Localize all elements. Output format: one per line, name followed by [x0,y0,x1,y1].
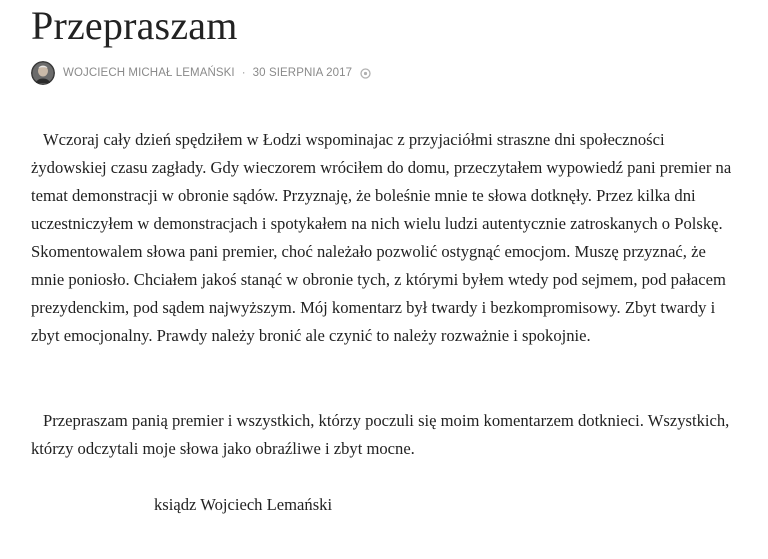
post-meta [31,61,371,85]
paragraph-apology-context: Wczoraj cały dzień spędziłem w Łodzi wspominajac z przyjaciółmi straszne dni społeczności żydowskiej czasu zagłady. Gdy wieczorem wróciłem do domu, przeczytałem wypowiedź pani premier na temat demonstracji w obronie sądów. Przyznaję, że boleśnie mnie te słowa dotknęły. Przez kilka dni uczestniczyłem w demonstracjach i spotykałem na nich wielu ludzi autentycznie zatroskanych o Polskę. Skomentowalem słowa pani premier, choć należało pozwolić ostygnąć emocjom. Muszę przyznać, że mnie poniosło. Chciałem jakoś stanąć w obronie tych, z którymi byłem wtedy pod sejmem, pod pałacem prezydenckim, pod sądem najwyższym. Mój komentarz był twardy i bezkompromisowy. Zbyt twardy i zbyt emocjonalny. Prawdy należy bronić ale czynić to należy rozważnie i spokojnie. [31,130,732,345]
post-title: Przepraszam [31,3,238,48]
signature: ksiądz Wojciech Lemański [154,495,333,514]
meta-separator: · [241,67,246,79]
post-date[interactable]: 30 SIERPNIA 2017 [252,67,353,79]
paragraph-apology: Przepraszam panią premier i wszystkich, którzy poczuli się moim komentarzem dotknieci. Wszystkich, którzy odczytali moje słowa jako obraźliwe i zbyt mocne. [31,411,730,458]
author-avatar[interactable] [31,61,55,85]
comment-bubble-icon[interactable] [360,68,371,79]
author-name-link[interactable]: WOJCIECH MICHAŁ LEMAŃSKI [63,67,235,79]
